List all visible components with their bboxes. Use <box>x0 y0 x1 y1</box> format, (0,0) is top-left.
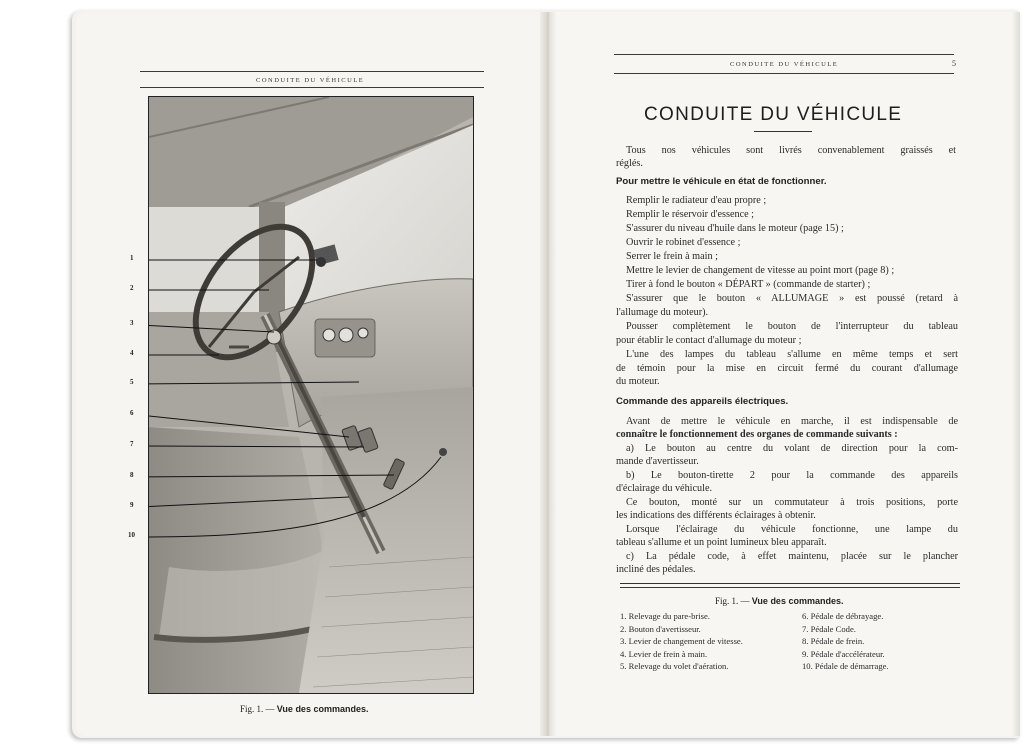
header-rule-top-right <box>614 54 954 55</box>
legend-item: 6. Pédale de débrayage. <box>802 611 884 621</box>
left-figure-caption <box>240 704 368 714</box>
callout-4: 4 <box>130 349 134 357</box>
legend-rule-top <box>620 583 960 584</box>
step-line: Remplir le radiateur d'eau propre ; <box>626 195 767 206</box>
step-line: l'allumage du moteur). <box>616 307 709 318</box>
page-number: 5 <box>952 59 956 68</box>
intro-line-1: Tous nos véhicules sont livrés convenablement graissés et <box>626 145 956 156</box>
section-heading-start: Pour mettre le véhicule en état de fonctionner. <box>616 176 827 187</box>
step-line: S'assurer que le bouton « ALLUMAGE » est poussé (retard à <box>626 293 958 304</box>
right-caption-prefix: Fig. 1. — <box>715 596 750 606</box>
callout-5: 5 <box>130 378 134 386</box>
electrical-line: d'éclairage du véhicule. <box>616 483 713 494</box>
legend-item: 3. Levier de changement de vitesse. <box>620 636 743 647</box>
section-heading-electrical: Commande des appareils électriques. <box>616 396 789 407</box>
callout-3: 3 <box>130 319 134 327</box>
electrical-line: Ce bouton, monté sur un commutateur à trois positions, porte <box>626 497 958 508</box>
page-title: CONDUITE DU VÉHICULE <box>644 104 903 125</box>
electrical-line: connaître le fonctionnement des organes de commande suivants : <box>616 429 898 440</box>
electrical-line: mande d'avertisseur. <box>616 456 699 467</box>
electrical-line: les indications des différents éclairages à obtenir. <box>616 510 816 521</box>
callout-2: 2 <box>130 284 134 292</box>
right-figure-caption <box>715 596 843 606</box>
legend-item: 1. Relevage du pare-brise. <box>620 611 710 621</box>
electrical-line: Lorsque l'éclairage du véhicule fonctionne, une lampe du <box>626 524 958 535</box>
legend-rule-inner <box>620 587 960 588</box>
callout-8: 8 <box>130 471 134 479</box>
step-line: pour établir le contact d'allumage du moteur ; <box>616 335 802 346</box>
legend-item: 10. Pédale de démarrage. <box>802 661 889 672</box>
header-rule-bottom-right <box>614 73 954 74</box>
header-rule-top-left <box>140 71 484 72</box>
legend-column-left <box>620 610 743 673</box>
step-line: Pousser complètement le bouton de l'interrupteur du tableau <box>626 321 958 332</box>
book-gutter <box>540 12 556 736</box>
callout-9: 9 <box>130 501 134 509</box>
step-line: Serrer le frein à main ; <box>626 251 718 262</box>
header-rule-bottom-left <box>140 87 484 88</box>
legend-item: 9. Pédale d'accélérateur. <box>802 648 885 659</box>
step-line: Tirer à fond le bouton « DÉPART » (commande de starter) ; <box>626 279 871 290</box>
callout-6: 6 <box>130 409 134 417</box>
electrical-line: tableau s'allume et un point lumineux bleu apparaît. <box>616 537 827 548</box>
left-caption-title: Vue des commandes. <box>276 704 369 714</box>
step-line: Remplir le réservoir d'essence ; <box>626 209 755 220</box>
callout-1: 1 <box>130 254 134 262</box>
electrical-line: b) Le bouton-tirette 2 pour la commande des appareils <box>626 470 958 481</box>
electrical-line: c) La pédale code, à effet maintenu, placée sur le plancher <box>626 551 958 562</box>
legend-item: 8. Pédale de frein. <box>802 636 865 647</box>
step-line: de témoin pour la mise en circuit fermé du courant d'allumage <box>616 363 958 374</box>
right-caption-title: Vue des commandes. <box>751 596 844 606</box>
legend-item: 5. Relevage du volet d'aération. <box>620 661 729 672</box>
legend-column-right <box>802 610 889 673</box>
electrical-line: Avant de mettre le véhicule en marche, il est indispensable de <box>626 416 958 427</box>
step-line: S'assurer du niveau d'huile dans le moteur (page 15) ; <box>626 223 844 234</box>
legend-item: 2. Bouton d'avertisseur. <box>620 623 701 634</box>
callout-10: 10 <box>128 531 135 539</box>
intro-line-2: réglés. <box>616 158 643 169</box>
electrical-line: incliné des pédales. <box>616 564 696 575</box>
dashboard-illustration <box>149 97 473 693</box>
step-line: L'une des lampes du tableau s'allume en même temps et sert <box>626 349 958 360</box>
step-line: Mettre le levier de changement de vitesse au point mort (page 8) ; <box>626 265 895 276</box>
title-underline <box>754 131 812 132</box>
electrical-line: a) Le bouton au centre du volant de direction pour la com- <box>626 443 958 454</box>
step-line: Ouvrir le robinet d'essence ; <box>626 237 741 248</box>
step-line: du moteur. <box>616 376 660 387</box>
legend-item: 7. Pédale Code. <box>802 623 856 634</box>
callout-7: 7 <box>130 440 134 448</box>
left-running-head: CONDUITE DU VÉHICULE <box>256 77 365 84</box>
left-caption-prefix: Fig. 1. — <box>240 704 275 714</box>
right-running-head: CONDUITE DU VÉHICULE <box>730 61 839 68</box>
dashboard-photo <box>148 96 474 694</box>
legend-item: 4. Levier de frein à main. <box>620 648 708 659</box>
page-edge <box>1012 12 1020 736</box>
